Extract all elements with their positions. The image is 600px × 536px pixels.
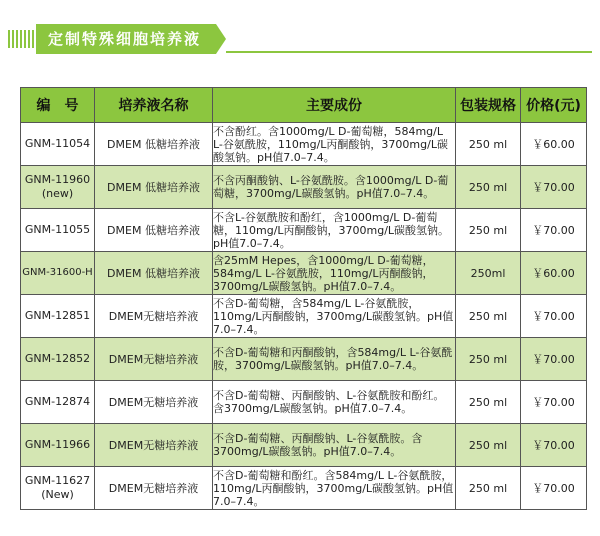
product-composition: 不含D-葡萄糖和酚红。含584mg/L L-谷氨酰胺，110mg/L丙酮酸钠，3700mg/L碳酸氢钠。pH值7.0–7.4。 [213, 467, 456, 510]
column-header-name: 培养液名称 [95, 88, 213, 123]
product-code: GNM-11960 (new) [21, 166, 95, 209]
table-row [21, 338, 587, 381]
table-header-row [21, 88, 587, 123]
product-package: 250 ml [456, 381, 521, 424]
product-price: ￥70.00 [521, 166, 587, 209]
product-price: ￥60.00 [521, 123, 587, 166]
product-code: GNM-11966 [21, 424, 95, 467]
product-price: ￥70.00 [521, 424, 587, 467]
product-composition: 含25mM Hepes，含1000mg/L D-葡萄糖，584mg/L L-谷氨酰胺，110mg/L丙酮酸钠，3700mg/L碳酸氢钠。pH值7.0–7.4。 [213, 252, 456, 295]
product-composition: 不含酚红。含1000mg/L D-葡萄糖，584mg/L L-谷氨酰胺，110mg/L丙酮酸钠，3700mg/L碳酸氢钠。pH值7.0–7.4。 [213, 123, 456, 166]
section-title: 定制特殊细胞培养液 [48, 30, 202, 48]
product-price: ￥70.00 [521, 338, 587, 381]
product-name: DMEM无糖培养液 [95, 381, 213, 424]
product-composition: 不含D-葡萄糖、丙酮酸钠、L-谷氨酰胺。含3700mg/L碳酸氢钠。pH值7.0–7.4。 [213, 424, 456, 467]
product-composition: 不含丙酮酸钠、L-谷氨酰胺。含1000mg/L D-葡萄糖，3700mg/L碳酸氢钠。pH值7.0–7.4。 [213, 166, 456, 209]
product-code: GNM-12852 [21, 338, 95, 381]
product-name: DMEM 低糖培养液 [95, 166, 213, 209]
product-composition: 不含D-葡萄糖、丙酮酸钠、L-谷氨酰胺和酚红。含3700mg/L碳酸氢钠。pH值7.0–7.4。 [213, 381, 456, 424]
banner-underline [226, 51, 592, 53]
table-row [21, 209, 587, 252]
product-package: 250 ml [456, 338, 521, 381]
product-name: DMEM 低糖培养液 [95, 123, 213, 166]
product-package: 250 ml [456, 123, 521, 166]
column-header-package: 包装规格 [456, 88, 521, 123]
table-row [21, 424, 587, 467]
table-row [21, 381, 587, 424]
product-name: DMEM无糖培养液 [95, 295, 213, 338]
product-package: 250ml [456, 252, 521, 295]
product-package: 250 ml [456, 295, 521, 338]
product-code: GNM-11627 (New) [21, 467, 95, 510]
product-package: 250 ml [456, 467, 521, 510]
product-price: ￥70.00 [521, 209, 587, 252]
product-package: 250 ml [456, 424, 521, 467]
banner-stripe-decoration [8, 30, 34, 48]
product-price: ￥60.00 [521, 252, 587, 295]
product-name: DMEM无糖培养液 [95, 424, 213, 467]
column-header-code: 编 号 [21, 88, 95, 123]
product-code: GNM-11054 [21, 123, 95, 166]
column-header-price: 价格(元) [521, 88, 587, 123]
table-row [21, 467, 587, 510]
table-row [21, 252, 587, 295]
product-code: GNM-31600-H [21, 252, 95, 295]
product-package: 250 ml [456, 209, 521, 252]
product-name: DMEM 低糖培养液 [95, 209, 213, 252]
product-price: ￥70.00 [521, 381, 587, 424]
product-price: ￥70.00 [521, 295, 587, 338]
product-table [20, 87, 587, 510]
table-row [21, 166, 587, 209]
column-header-composition: 主要成份 [213, 88, 456, 123]
section-banner [0, 24, 600, 54]
product-composition: 不含D-葡萄糖，含584mg/L L-谷氨酰胺，110mg/L丙酮酸钠，3700mg/L碳酸氢钠。pH值7.0–7.4。 [213, 295, 456, 338]
product-code: GNM-12851 [21, 295, 95, 338]
product-name: DMEM无糖培养液 [95, 338, 213, 381]
product-composition: 不含L-谷氨酰胺和酚红，含1000mg/L D-葡萄糖，110mg/L丙酮酸钠，3700mg/L碳酸氢钠。pH值7.0–7.4。 [213, 209, 456, 252]
table-row [21, 295, 587, 338]
product-code: GNM-11055 [21, 209, 95, 252]
product-name: DMEM无糖培养液 [95, 467, 213, 510]
product-name: DMEM 低糖培养液 [95, 252, 213, 295]
product-price: ￥70.00 [521, 467, 587, 510]
product-composition: 不含D-葡萄糖和丙酮酸钠，含584mg/L L-谷氨酰胺，3700mg/L碳酸氢钠。pH值7.0–7.4。 [213, 338, 456, 381]
table-row [21, 123, 587, 166]
product-code: GNM-12874 [21, 381, 95, 424]
product-package: 250 ml [456, 166, 521, 209]
